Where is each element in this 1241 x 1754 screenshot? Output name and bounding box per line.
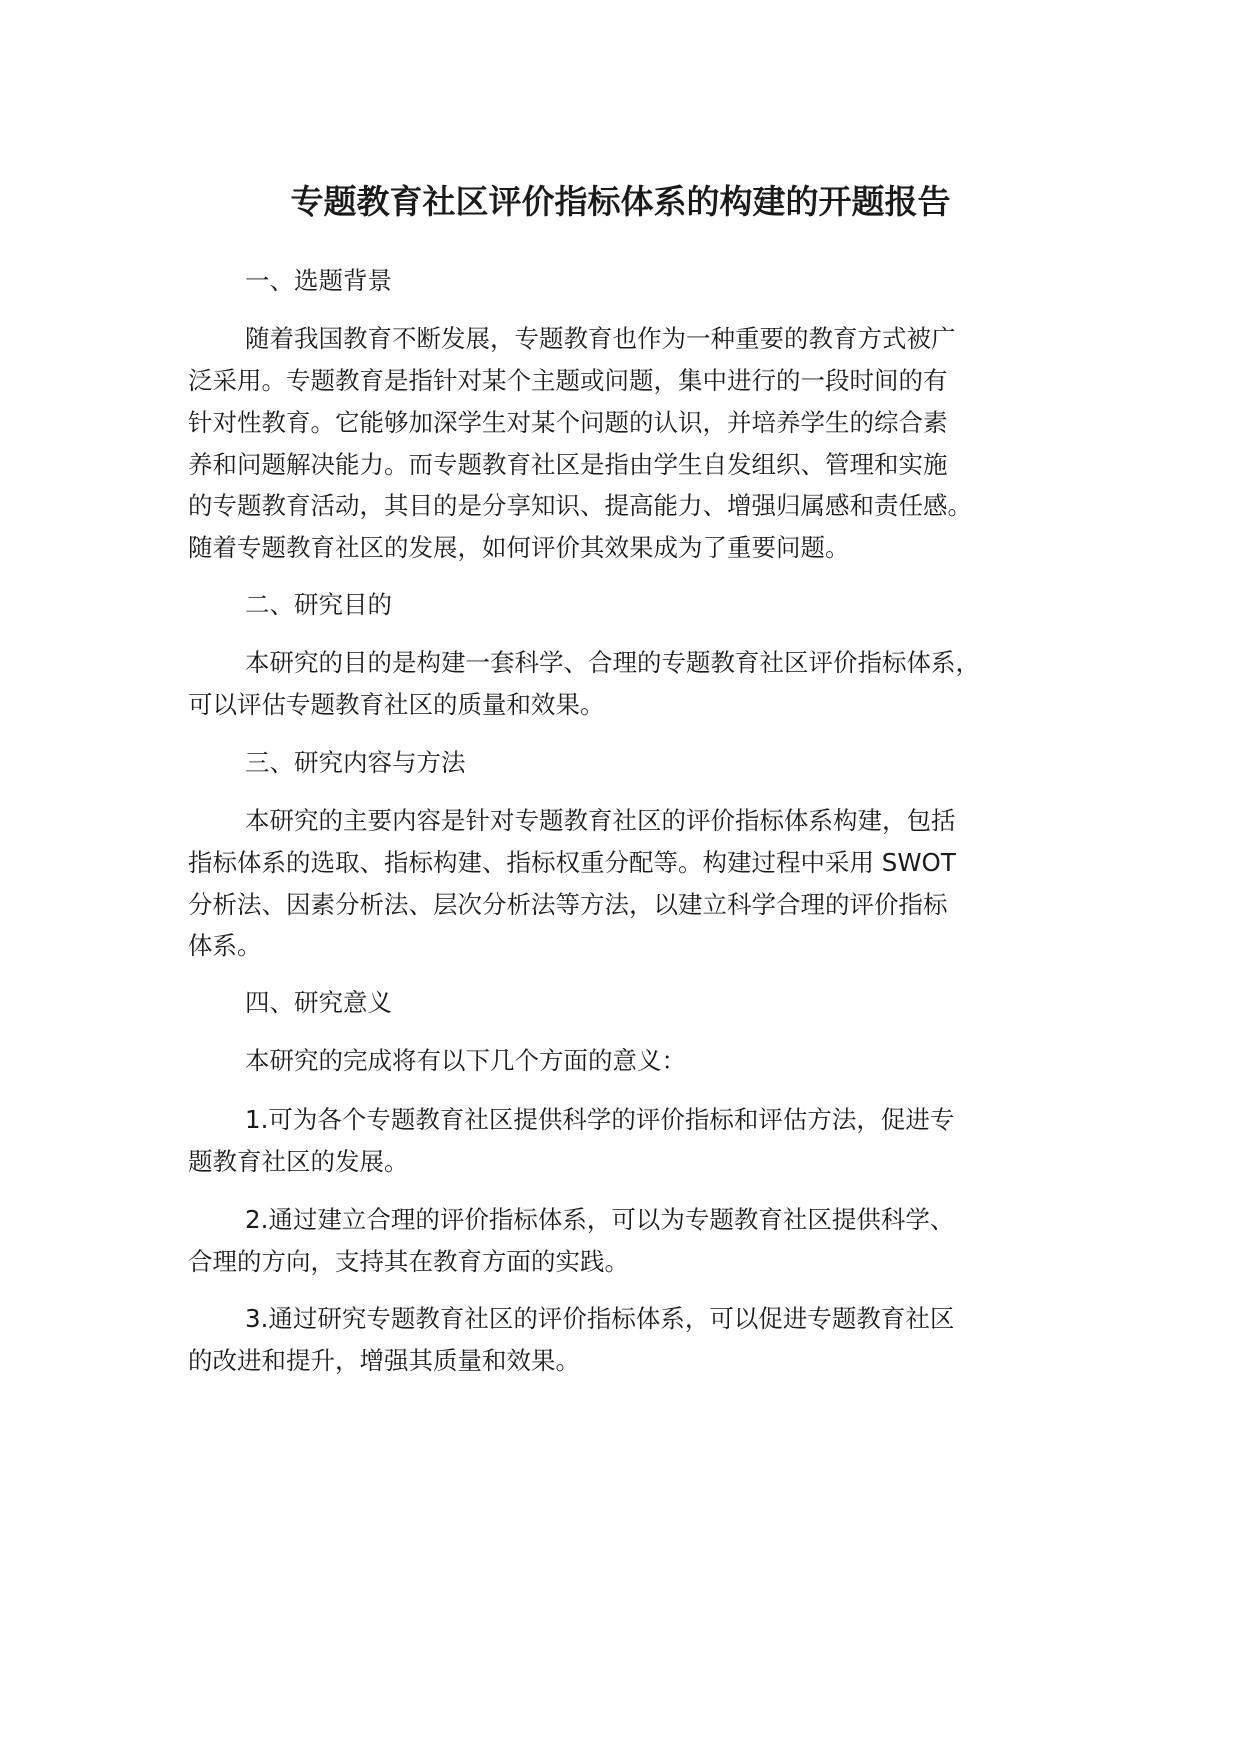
paragraph-line: 本研究的目的是构建一套科学、合理的专题教育社区评价指标体系， xyxy=(245,648,980,677)
paragraph-line: 分析法、因素分析法、层次分析法等方法，以建立科学合理的评价指标 xyxy=(188,890,948,919)
page-title: 专题教育社区评价指标体系的构建的开题报告 xyxy=(290,182,951,221)
list-item-line: 的改进和提升，增强其质量和效果。 xyxy=(188,1346,580,1375)
paragraph-line: 随着专题教育社区的发展，如何评价其效果成为了重要问题。 xyxy=(188,533,850,562)
list-item-line: 题教育社区的发展。 xyxy=(188,1147,409,1176)
list-item-line: 合理的方向，支持其在教育方面的实践。 xyxy=(188,1247,629,1276)
paragraph-line: 指标体系的选取、指标构建、指标权重分配等。构建过程中采用 SWOT xyxy=(188,848,956,877)
paragraph-line: 随着我国教育不断发展，专题教育也作为一种重要的教育方式被广 xyxy=(245,324,956,353)
list-item-line: 2.通过建立合理的评价指标体系，可以为专题教育社区提供科学、 xyxy=(245,1205,955,1234)
section-heading-significance: 四、研究意义 xyxy=(245,988,392,1017)
list-item-line: 1.可为各个专题教育社区提供科学的评价指标和评估方法，促进专 xyxy=(245,1105,955,1134)
paragraph-line: 可以评估专题教育社区的质量和效果。 xyxy=(188,690,605,719)
section-heading-content-method: 三、研究内容与方法 xyxy=(245,748,466,777)
paragraph-line: 本研究的完成将有以下几个方面的意义： xyxy=(245,1046,686,1075)
paragraph-line: 养和问题解决能力。而专题教育社区是指由学生自发组织、管理和实施 xyxy=(188,450,948,479)
paragraph-line: 体系。 xyxy=(188,931,262,960)
paragraph-line: 针对性教育。它能够加深学生对某个问题的认识，并培养学生的综合素 xyxy=(188,408,948,437)
list-item-line: 3.通过研究专题教育社区的评价指标体系，可以促进专题教育社区 xyxy=(245,1304,955,1333)
paragraph-line: 的专题教育活动，其目的是分享知识、提高能力、增强归属感和责任感。 xyxy=(188,491,972,520)
paragraph-line: 泛采用。专题教育是指针对某个主题或问题，集中进行的一段时间的有 xyxy=(188,366,948,395)
section-heading-background: 一、选题背景 xyxy=(245,266,392,295)
section-heading-purpose: 二、研究目的 xyxy=(245,590,392,619)
paragraph-line: 本研究的主要内容是针对专题教育社区的评价指标体系构建，包括 xyxy=(245,806,956,835)
